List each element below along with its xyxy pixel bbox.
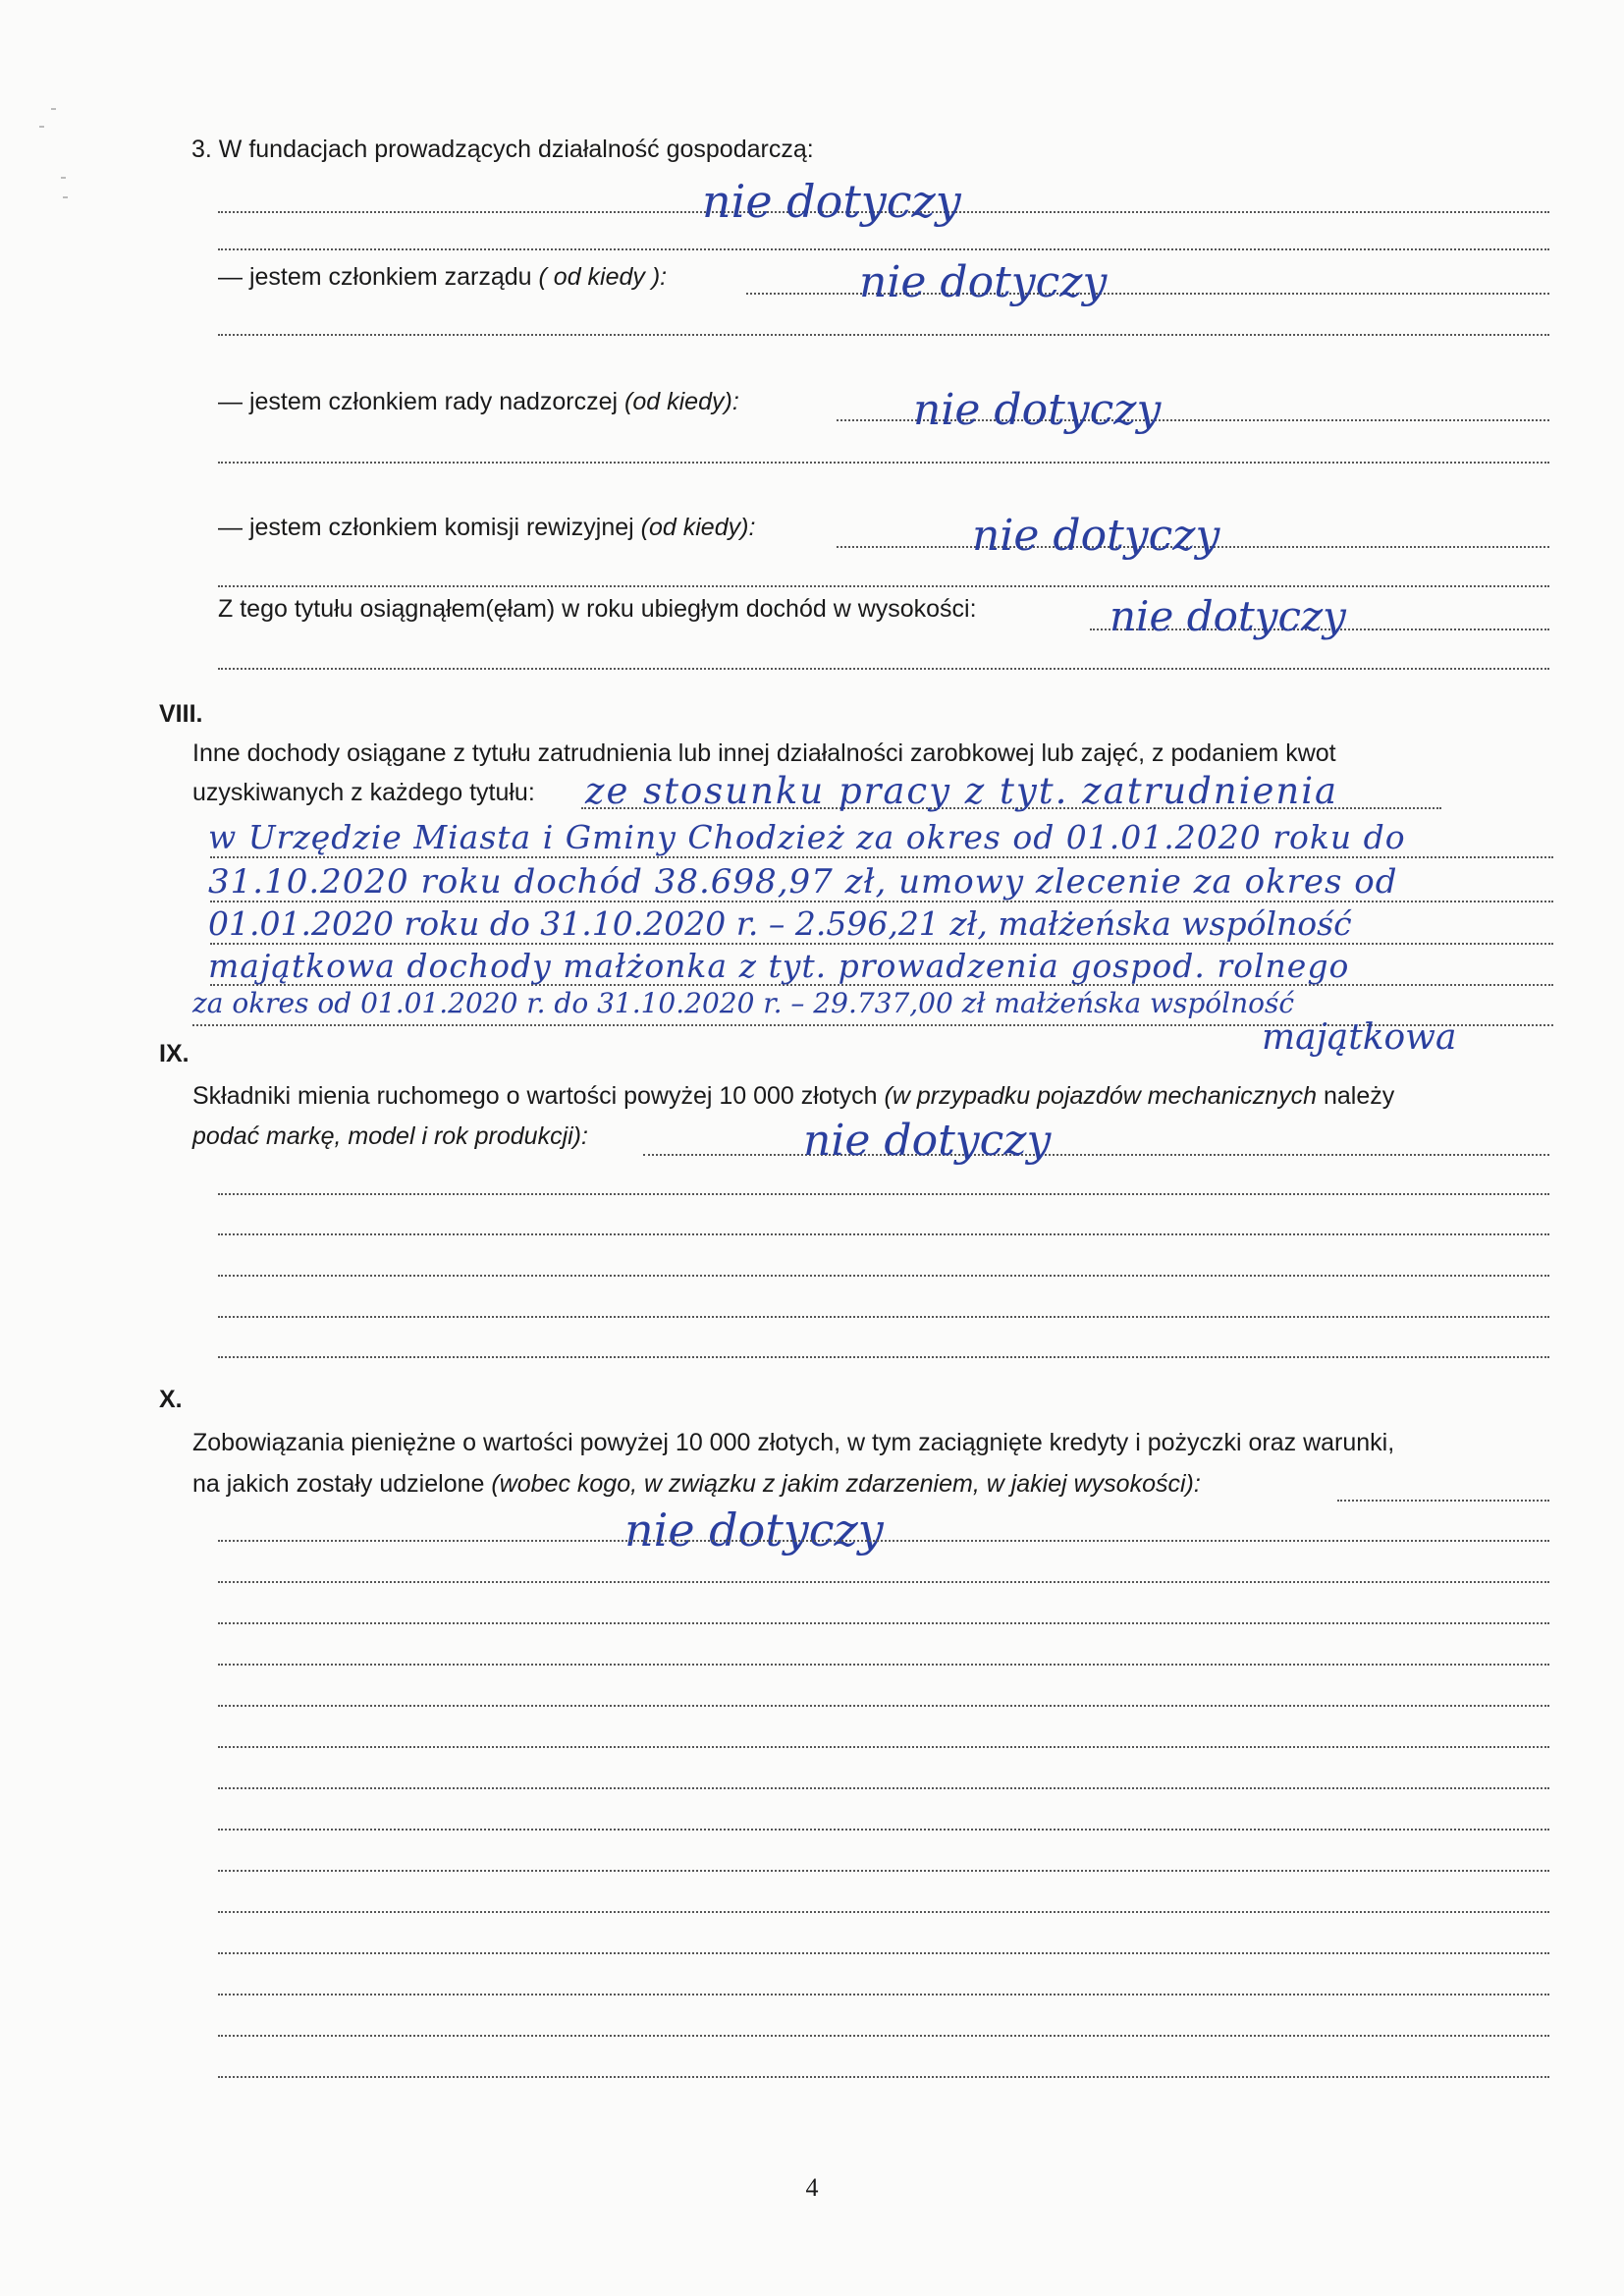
answer-line <box>218 1705 1549 1707</box>
page-number: 4 <box>805 2173 819 2202</box>
handwritten-income-line: 01.01.2020 roku do 31.10.2020 r. – 2.596,21 zł, małżeńska wspólność <box>208 904 1352 943</box>
handwritten-answer: nie dotyczy <box>972 511 1220 561</box>
answer-line <box>218 462 1549 464</box>
handwritten-income-line: majątkowa dochody małżonka z tyt. prowadzenia gospod. rolnego <box>208 947 1350 985</box>
handwritten-income-line: za okres od 01.01.2020 r. do 31.10.2020 r. – 29.737,00 zł małżeńska wspólność <box>192 987 1295 1019</box>
handwritten-income-line: w Urzędzie Miasta i Gminy Chodzież za okres od 01.01.2020 roku do <box>208 818 1406 856</box>
answer-line <box>218 1829 1549 1831</box>
section-10-heading: X. <box>159 1386 183 1413</box>
answer-line <box>218 1952 1549 1954</box>
answer-line <box>210 856 1553 858</box>
handwritten-answer: nie dotyczy <box>913 385 1162 435</box>
answer-line <box>218 1275 1549 1277</box>
rada-label <box>218 387 739 416</box>
rada-label-text: — jestem członkiem rady nadzorczej <box>218 388 619 415</box>
section-9-text-b: (w przypadku pojazdów mechanicznych <box>884 1082 1318 1110</box>
section-9-text-a: Składniki mienia ruchomego o wartości powyżej 10 000 złotych <box>192 1082 878 1110</box>
answer-line <box>218 2076 1549 2078</box>
section-9-text-c: należy <box>1323 1082 1395 1110</box>
section-10-text-line1: Zobowiązania pieniężne o wartości powyżej 10 000 złotych, w tym zaciągnięte kredyty i pożyczki oraz warunki, <box>192 1429 1395 1456</box>
scan-speck <box>39 126 44 128</box>
komisja-label <box>218 513 755 542</box>
answer-line <box>218 1870 1549 1872</box>
section-9-heading: IX. <box>159 1040 189 1067</box>
answer-line <box>218 1193 1549 1195</box>
handwritten-income-line: majątkowa <box>1262 1017 1457 1058</box>
section-9-text-line1 <box>192 1081 1394 1111</box>
handwritten-answer: nie dotyczy <box>702 175 961 228</box>
answer-line <box>218 1664 1549 1666</box>
answer-line <box>218 1233 1549 1235</box>
zarzad-label <box>218 262 667 292</box>
answer-line <box>218 1316 1549 1318</box>
komisja-hint: (od kiedy): <box>640 514 756 541</box>
section-9-text-line2 <box>192 1121 588 1151</box>
answer-line <box>218 668 1549 670</box>
zarzad-label-text: — jestem członkiem zarządu <box>218 263 532 291</box>
handwritten-answer: nie dotyczy <box>859 257 1108 307</box>
answer-line <box>218 1356 1549 1358</box>
zarzad-hint: ( od kiedy ): <box>538 263 668 291</box>
scan-speck <box>61 177 66 179</box>
answer-line <box>218 1746 1549 1748</box>
answer-line <box>218 1994 1549 1995</box>
handwritten-income-line: 31.10.2020 roku dochód 38.698,97 zł, umowy zlecenie za okres od <box>208 862 1398 902</box>
section-8-heading: VIII. <box>159 700 203 728</box>
answer-line <box>218 585 1549 587</box>
handwritten-answer: nie dotyczy <box>1110 592 1346 640</box>
scan-speck <box>51 108 56 110</box>
handwritten-answer: nie dotyczy <box>803 1116 1052 1166</box>
komisja-label-text: — jestem członkiem komisji rewizyjnej <box>218 514 634 541</box>
answer-line <box>218 2035 1549 2037</box>
section-8-text-line1: Inne dochody osiągane z tytułu zatrudnienia lub innej działalności zarobkowej lub zajęć, z podaniem kwot <box>192 739 1336 767</box>
handwritten-answer: nie dotyczy <box>624 1503 884 1557</box>
scan-speck <box>63 196 68 198</box>
answer-line <box>210 943 1553 945</box>
answer-line <box>218 1787 1549 1789</box>
answer-line <box>218 248 1549 250</box>
answer-line <box>218 334 1549 336</box>
answer-line <box>218 1540 1549 1542</box>
answer-line <box>643 1154 1549 1156</box>
answer-line <box>218 1911 1549 1913</box>
section-10-text-a: na jakich zostały udzielone <box>192 1470 485 1498</box>
dochod-label: Z tego tytułu osiągnąłem(ęłam) w roku ubiegłym dochód w wysokości: <box>218 595 977 623</box>
section-10-hint: (wobec kogo, w związku z jakim zdarzeniem, w jakiej wysokości): <box>491 1470 1201 1498</box>
rada-hint: (od kiedy): <box>624 388 739 415</box>
section-3-heading: 3. W fundacjach prowadzących działalność gospodarczą: <box>191 136 814 163</box>
answer-line <box>218 1622 1549 1624</box>
answer-line <box>1337 1500 1549 1502</box>
handwritten-income-line: ze stosunku pracy z tyt. zatrudnienia <box>585 770 1339 812</box>
section-8-text-line2: uzyskiwanych z każdego tytułu: <box>192 779 535 806</box>
answer-line <box>218 1581 1549 1583</box>
section-10-text-line2 <box>192 1469 1201 1499</box>
section-9-hint: podać markę, model i rok produkcji): <box>192 1122 588 1150</box>
